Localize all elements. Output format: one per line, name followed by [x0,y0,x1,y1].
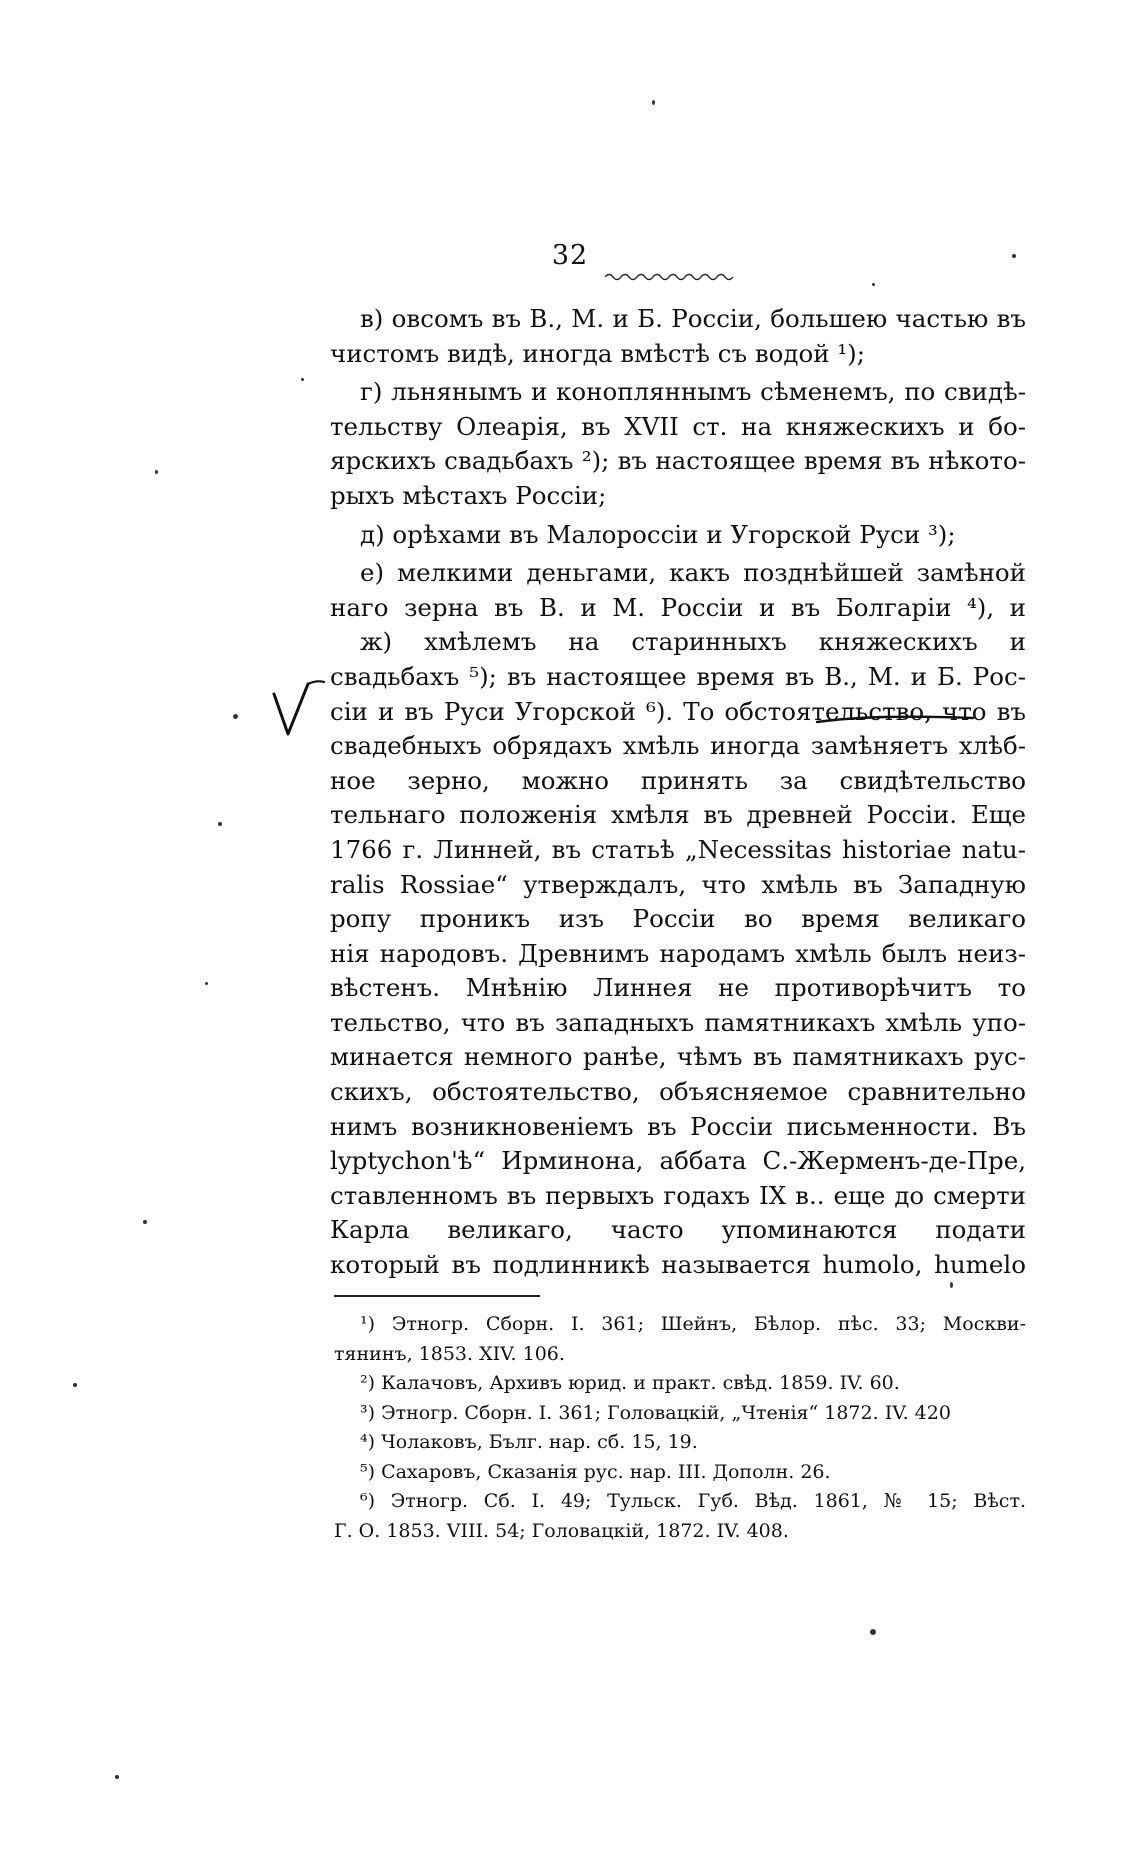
body-line: минается немного ранѣе, чѣмъ въ памятникахъ рус- [330,1042,1026,1072]
page-speck [301,378,304,381]
page-speck [233,714,238,719]
page-speck [870,1629,876,1635]
page-speck [205,982,208,985]
body-line: нимъ возникновеніемъ въ Россіи письменности. Въ [330,1111,1026,1141]
page-speck [115,1775,119,1779]
body-line: д) орѣхами въ Малороссіи и Угорской Руси ³); [360,519,956,549]
page-speck [950,1282,953,1288]
page-speck [73,1383,77,1387]
page-speck [218,822,222,826]
footnotes [334,1310,1026,1546]
body-line: Карла великаго, часто упоминаются подати [330,1215,1026,1245]
body-line: г) льнянымъ и конопляннымъ сѣменемъ, по свидѣ- [360,377,1026,407]
page-speck [652,100,655,105]
body-line: тельство, что въ западныхъ памятникахъ хмѣль упо- [330,1007,1026,1037]
body-line: сіи и въ Руси Угорской ⁶). То обстоятельство, что въ [330,696,1026,726]
body-line: ralis Rossiae“ утверждалъ, что хмѣль въ Западную [330,869,1026,899]
body-line: ное зерно, можно принять за свидѣтельство [330,765,1026,795]
body-line: свадьбахъ ⁵); въ настоящее время въ В., М. и Б. Рос- [330,661,1026,691]
body-line: lyptychon'ѣ“ Ирминона, аббата С.-Жерменъ-де-Пре, [330,1146,1026,1176]
body-line: ропу проникъ изъ Россіи во время великаго [330,904,1026,934]
body-line: который въ подлинникѣ называется humolo, humelo [330,1250,1026,1280]
footnote-line: ⁵) Сахаровъ, Сказанія рус. нар. III. Дополн. 26. [360,1460,831,1483]
footnote-line: ¹) Этногр. Сборн. I. 361; Шейнъ, Бѣлор. пѣс. 33; Москви- [360,1313,1026,1335]
footnote-line: ³) Этногр. Сборн. I. 361; Головацкій, „Чтенія“ 1872. IV. 420 [360,1401,951,1424]
page-speck [155,470,158,474]
body-line: наго зерна въ В. и М. Россіи и въ Болгаріи ⁴), и [330,592,1026,622]
footnote-line: ⁴) Чолаковъ, Бълг. нар. сб. 15, 19. [360,1431,698,1453]
body-line: нія народовъ. Древнимъ народамъ хмѣль былъ неиз- [330,938,1026,968]
body-line: ставленномъ въ первыхъ годахъ IX в.. еще до смерти [330,1180,1026,1210]
footnote-rule [334,1295,540,1297]
page-speck [872,283,875,286]
body-line: тельству Олеарія, въ XVII ст. на княжескихъ и бо- [330,411,1026,441]
body-line: ж) хмѣлемъ на старинныхъ княжескихъ и [360,627,1026,657]
page-speck [1012,254,1016,258]
page-number: 32 [551,240,589,271]
body-line: свадебныхъ обрядахъ хмѣль иногда замѣняетъ хлѣб- [330,731,1026,761]
body-line: ярскихъ свадьбахъ ²); въ настоящее время въ нѣкото- [330,446,1026,476]
body-text [330,302,1026,1283]
body-line: вѣстенъ. Мнѣнію Линнея не противорѣчитъ то [330,973,1026,1003]
margin-check-mark [268,680,334,740]
body-line: рыхъ мѣстахъ Россіи; [330,480,607,510]
footnote-line: ²) Калачовъ, Архивъ юрид. и практ. свѣд. 1859. IV. 60. [360,1372,900,1394]
body-line: чистомъ видѣ, иногда вмѣстѣ съ водой ¹); [330,338,865,368]
body-line: тельнаго положенія хмѣля въ древней Россіи. Еще [330,800,1026,830]
body-line: в) овсомъ въ В., М. и Б. Россіи, большею частью въ [360,304,1026,333]
page-number-ornament [605,272,735,282]
footnote-line: тянинъ, 1853. XIV. 106. [334,1342,565,1365]
body-line: скихъ, обстоятельство, объясняемое сравнительно [330,1077,1026,1107]
pencil-strike-mark [815,710,975,726]
body-line: 1766 г. Линней, въ статьѣ „Necessitas historiae natu- [330,834,1026,864]
footnote-line: ⁶) Этногр. Сб. I. 49; Тульск. Губ. Вѣд. 1861, № 15; Вѣст. [360,1490,1026,1512]
page-speck [143,1220,147,1224]
footnote-line: Г. О. 1853. VIII. 54; Головацкій, 1872. IV. 408. [334,1519,789,1542]
body-line: е) мелкими деньгами, какъ позднѣйшей замѣной [360,558,1026,588]
